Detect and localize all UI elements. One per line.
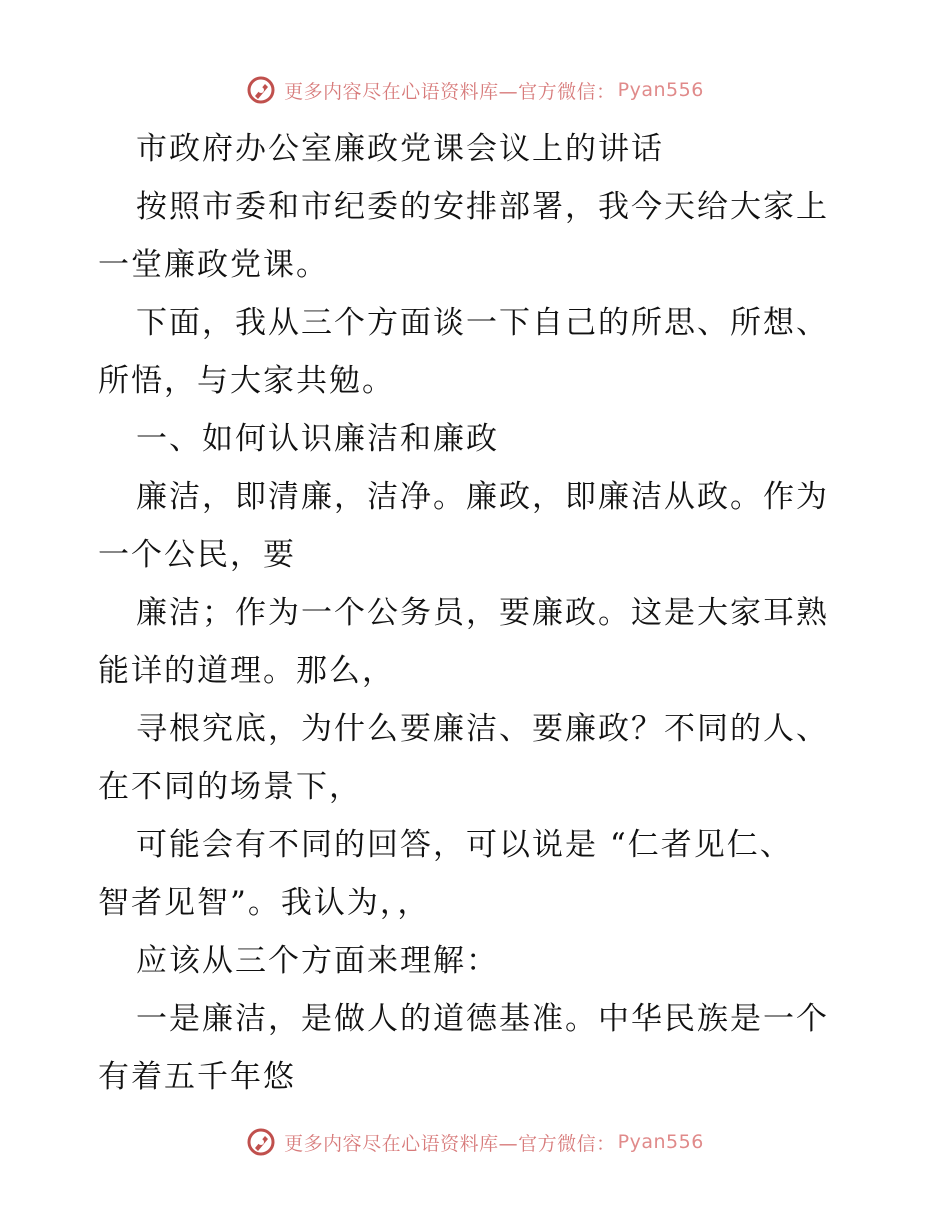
watermark-wechat-id: Pyan556	[617, 79, 704, 101]
pen-circle-icon	[246, 75, 276, 105]
pen-circle-icon	[246, 1127, 276, 1157]
paragraph-line: 可能会有不同的回答，可以说是 “仁者见仁、	[136, 827, 793, 863]
paragraph-line: 有着五千年悠	[98, 1059, 296, 1095]
paragraph-line: 智者见智”。我认为，，	[98, 885, 431, 921]
watermark-wechat-id: Pyan556	[617, 1131, 704, 1153]
document-body	[98, 120, 858, 1106]
document-title: 市政府办公室廉政党课会议上的讲话	[136, 131, 664, 167]
section-heading: 一、如何认识廉洁和廉政	[136, 421, 499, 457]
paragraph-line: 廉洁；作为一个公务员，要廉政。这是大家耳熟	[136, 595, 829, 631]
watermark-footer	[0, 1124, 950, 1160]
paragraph-line: 下面，我从三个方面谈一下自己的所思、所想、	[136, 305, 829, 341]
paragraph-line: 所悟，与大家共勉。	[98, 363, 395, 399]
paragraph-line: 一堂廉政党课。	[98, 247, 329, 283]
watermark-header	[0, 72, 950, 108]
watermark-text: 更多内容尽在心语资料库—官方微信：	[284, 1132, 616, 1155]
paragraph-line: 一个公民，要	[98, 537, 296, 573]
paragraph-line: 寻根究底，为什么要廉洁、要廉政？不同的人、	[136, 711, 829, 747]
paragraph-line: 能详的道理。那么，	[98, 653, 395, 689]
paragraph-line: 应该从三个方面来理解：	[136, 943, 499, 979]
paragraph-line: 一是廉洁，是做人的道德基准。中华民族是一个	[136, 1001, 829, 1037]
paragraph-line: 廉洁，即清廉，洁净。廉政，即廉洁从政。作为	[136, 479, 829, 515]
watermark-text: 更多内容尽在心语资料库—官方微信：	[284, 80, 616, 103]
paragraph-line: 按照市委和市纪委的安排部署，我今天给大家上	[136, 189, 829, 225]
paragraph-line: 在不同的场景下，	[98, 769, 362, 805]
